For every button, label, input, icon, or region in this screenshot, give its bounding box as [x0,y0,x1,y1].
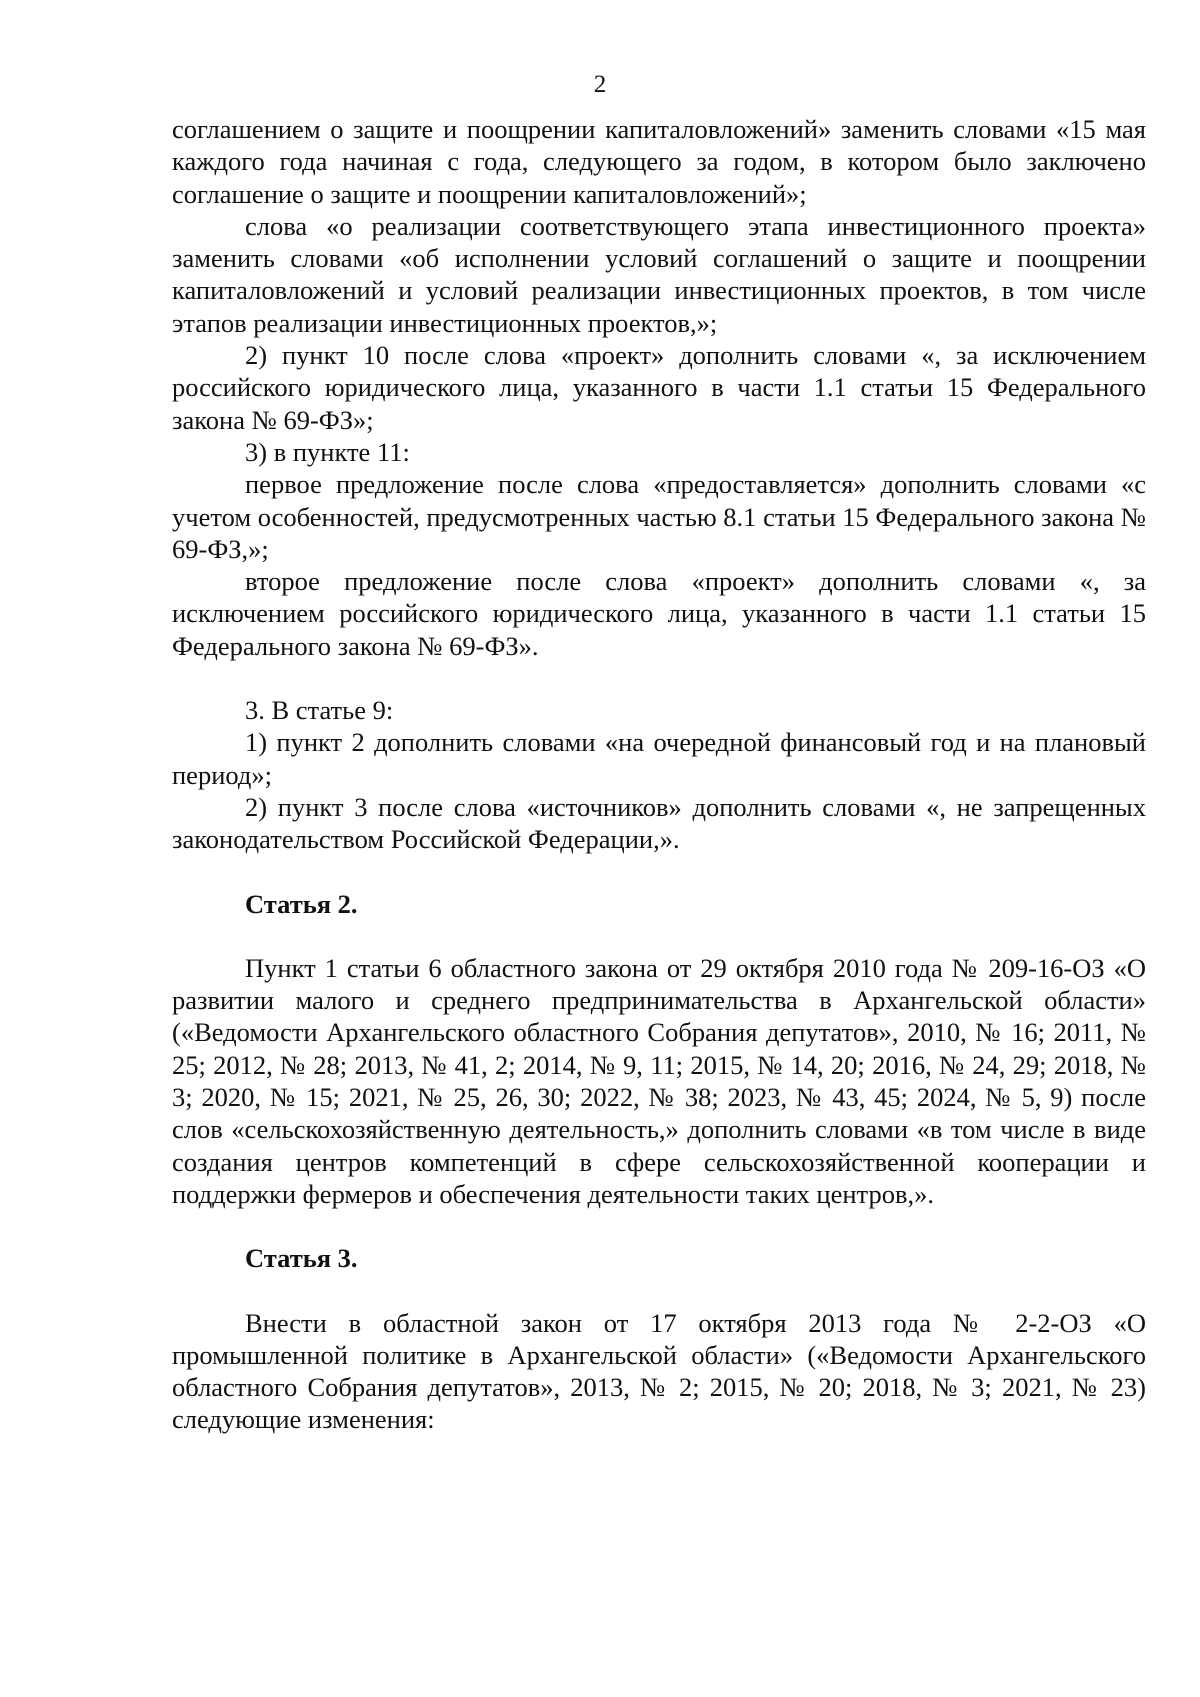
paragraph: 3) в пункте 11: [245,436,410,467]
paragraph: 2) пункт 3 после слова «источников» дополнить словами «, не запрещенных законодательством Российской Федерации,». [172,791,1146,855]
paragraph: 2) пункт 10 после слова «проект» дополнить словами «, за исключением российского юридического лица, указанного в части 1.1 статьи 15 Федерального закона № 69-ФЗ»; [172,340,1146,435]
article-2-text: Пункт 1 статьи 6 областного закона от 29 октября 2010 года № 209-16-ОЗ «О развитии малого и среднего предпринимательства в Архангельской области» («Ведомости Архангельского областного Собрания депутатов», 2010, № 16; 2011, № 25; 2012, № 28; 2013, № 41, 2; 2014, № 9, 11; 2015, № 14, 20; 2016, № 24, 29; 2018, № 3; 2020, № 15; 2021, № 25, 26, 30; 2022, № 38; 2023, № 43, 45; 2024, № 5, 9) после слов «сельскохозяйственную деятельность,» дополнить словами «в том числе в виде создания центров компетенций в сфере сельскохозяйственной кооперации и поддержки фермеров и обеспечения деятельности таких центров,». [172,952,1146,1209]
article-2-heading: Статья 2. [245,888,358,919]
article-3-heading: Статья 3. [245,1243,358,1274]
article-3-text: Внести в областной закон от 17 октября 2013 года № 2-2-ОЗ «О промышленной политике в Архангельской области» («Ведомости Архангельского областного Собрания депутатов», 2013, № 2; 2015, № 20; 2018, № 3; 2021, № 23) следующие изменения: [172,1307,1146,1435]
paragraph: 1) пункт 2 дополнить словами «на очередной финансовый год и на плановый период»; [172,727,1146,790]
paragraph-continuation: соглашением о защите и поощрении капиталовложений» заменить словами «15 мая каждого года начиная с года, следующего за годом, в котором было заключено соглашение о защите и поощрении капиталовложений»; [172,114,1146,209]
paragraph: слова «о реализации соответствующего этапа инвестиционного проекта» заменить словами «об исполнении условий соглашений о защите и поощрении капиталовложений и условий реализации инвестиционных проектов, в том числе этапов реализации инвестиционных проектов,»; [172,210,1146,338]
paragraph: 3. В статье 9: [245,695,394,726]
paragraph: второе предложение после слова «проект» дополнить словами «, за исключением российского юридического лица, указанного в части 1.1 статьи 15 Федерального закона № 69-ФЗ». [172,566,1146,661]
page-number: 2 [593,71,607,98]
paragraph: первое предложение после слова «предоставляется» дополнить словами «с учетом особенностей, предусмотренных частью 8.1 статьи 15 Федерального закона № 69-ФЗ,»; [172,469,1146,564]
document-body [172,113,1146,1436]
